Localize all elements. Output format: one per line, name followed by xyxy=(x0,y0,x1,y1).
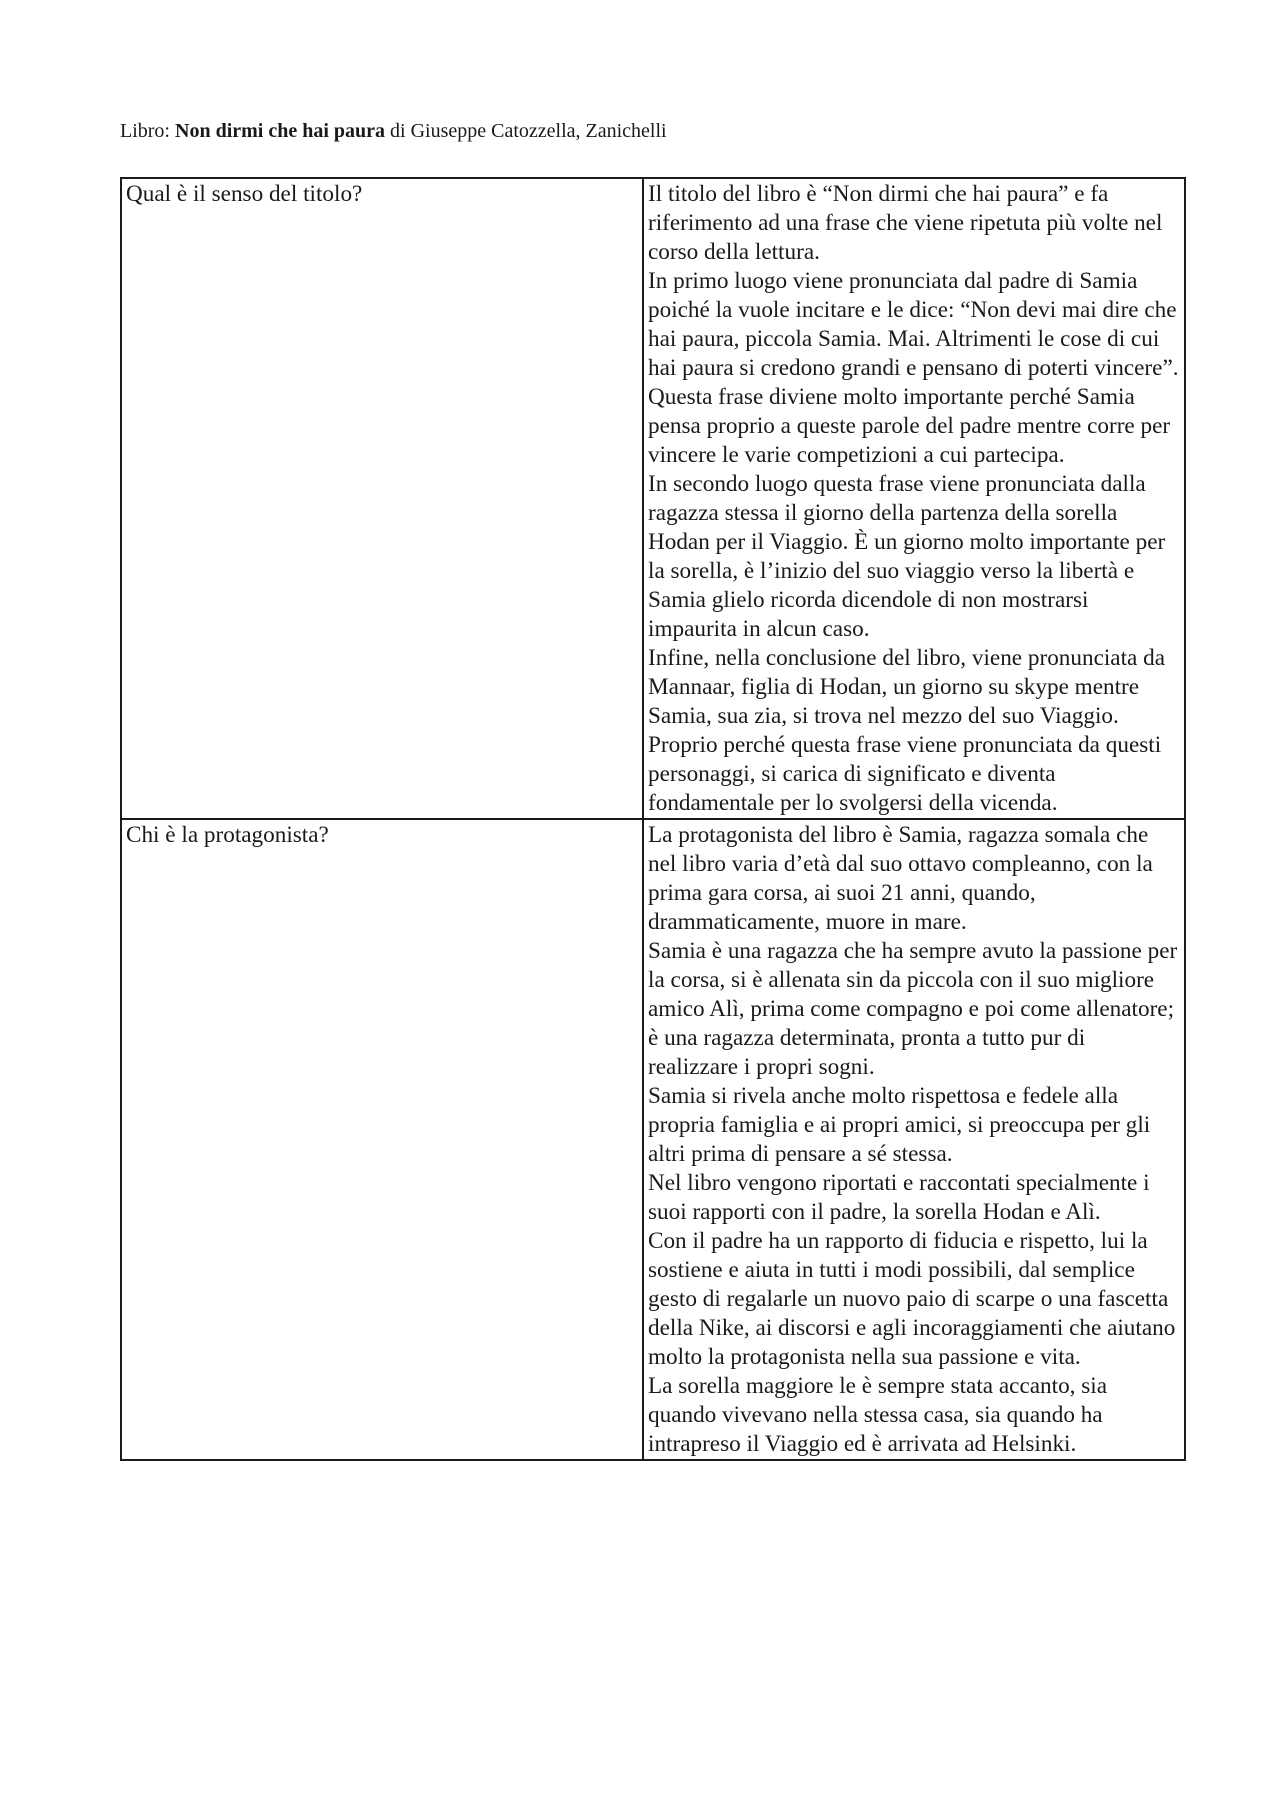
answer-paragraph: In secondo luogo questa frase viene pronunciata dalla ragazza stessa il giorno della partenza della sorella Hodan per il Viaggio. È un giorno molto importante per la sorella, è l’inizio del suo viaggio verso la libertà e Samia glielo ricorda dicendole di non mostrarsi impaurita in alcun caso. xyxy=(648,471,1166,642)
answer-paragraph: Samia si rivela anche molto rispettosa e fedele alla propria famiglia e ai propri amici, si preoccupa per gli altri prima di pensare a sé stessa. xyxy=(648,1083,1151,1167)
document-header xyxy=(120,119,667,143)
answer-paragraph: Il titolo del libro è “Non dirmi che hai paura” e fa riferimento ad una frase che viene ripetuta più volte nel corso della lettura. xyxy=(648,181,1163,265)
answer-paragraph: Nel libro vengono riportati e raccontati specialmente i suoi rapporti con il padre, la sorella Hodan e Alì. xyxy=(648,1170,1150,1225)
answer-paragraph: La protagonista del libro è Samia, ragazza somala che nel libro varia d’età dal suo ottavo compleanno, con la prima gara corsa, ai suoi 21 anni, quando, drammaticamente, muore in mare. xyxy=(648,822,1153,935)
book-title: Non dirmi che hai paura xyxy=(175,120,386,142)
question-cell xyxy=(121,819,643,1460)
question-cell xyxy=(121,178,643,819)
question-text: Chi è la protagonista? xyxy=(126,822,329,848)
question-answer-table xyxy=(120,177,1186,1461)
answer-cell xyxy=(643,819,1185,1460)
answer-paragraph: Samia è una ragazza che ha sempre avuto la passione per la corsa, si è allenata sin da piccola con il suo migliore amico Alì, prima come compagno e poi come allenatore; è una ragazza determinata, pronta a tutto pur di realizzare i propri sogni. xyxy=(648,938,1178,1080)
answer-paragraph: La sorella maggiore le è sempre stata accanto, sia quando vivevano nella stessa casa, sia quando ha intrapreso il Viaggio ed è arrivata ad Helsinki. xyxy=(648,1373,1108,1457)
table-row xyxy=(121,178,1185,819)
header-suffix: di Giuseppe Catozzella, Zanichelli xyxy=(385,120,667,142)
header-prefix: Libro: xyxy=(120,120,175,142)
answer-paragraph: Infine, nella conclusione del libro, viene pronunciata da Mannaar, figlia di Hodan, un giorno su skype mentre Samia, sua zia, si trova nel mezzo del suo Viaggio. xyxy=(648,645,1166,729)
answer-paragraph: Proprio perché questa frase viene pronunciata da questi personaggi, si carica di significato e diventa fondamentale per lo svolgersi della vicenda. xyxy=(648,732,1162,816)
question-text: Qual è il senso del titolo? xyxy=(126,181,363,207)
answer-cell xyxy=(643,178,1185,819)
answer-paragraph: Con il padre ha un rapporto di fiducia e rispetto, lui la sostiene e aiuta in tutti i modi possibili, dal semplice gesto di regalarle un nuovo paio di scarpe o una fascetta della Nike, ai discorsi e agli incoraggiamenti che aiutano molto la protagonista nella sua passione e vita. xyxy=(648,1228,1176,1370)
answer-paragraph: In primo luogo viene pronunciata dal padre di Samia poiché la vuole incitare e le dice: “Non devi mai dire che hai paura, piccola Samia. Mai. Altrimenti le cose di cui hai paura si credono grandi e pensano di poterti vincere”. Questa frase diviene molto importante perché Samia pensa proprio a queste parole del padre mentre corre per vincere le varie competizioni a cui partecipa. xyxy=(648,268,1179,468)
table-row xyxy=(121,819,1185,1460)
